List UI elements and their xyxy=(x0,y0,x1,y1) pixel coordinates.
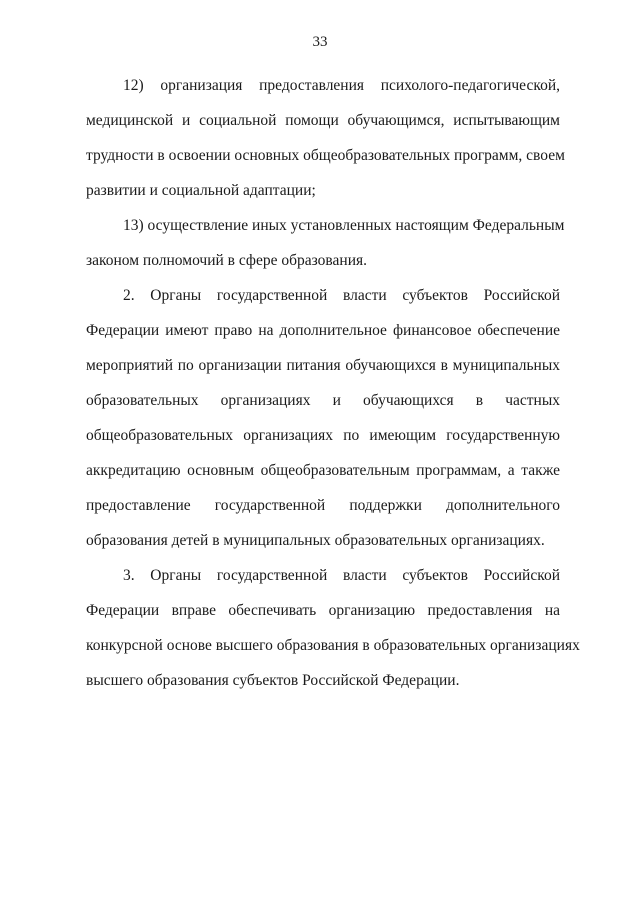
text-line: Федерации вправе обеспечивать организацию предоставления на xyxy=(86,602,560,619)
text-line: развитии и социальной адаптации; xyxy=(86,182,316,199)
paragraph-part-2 xyxy=(86,278,560,558)
text-line: 13) осуществление иных установленных настоящим Федеральным xyxy=(123,217,565,234)
text-line: образовательных организациях и обучающихся в частных xyxy=(86,392,560,409)
text-line: предоставление государственной поддержки дополнительного xyxy=(86,497,560,514)
body-text xyxy=(86,68,580,698)
paragraph-item-13 xyxy=(86,208,565,278)
text-line: образования детей в муниципальных образовательных организациях. xyxy=(86,532,545,549)
text-line: Федерации имеют право на дополнительное финансовое обеспечение xyxy=(86,322,560,339)
text-line: трудности в освоении основных общеобразовательных программ, своем xyxy=(86,147,565,164)
text-line: конкурсной основе высшего образования в образовательных организациях xyxy=(86,637,580,654)
text-line: 2. Органы государственной власти субъектов Российской xyxy=(123,287,560,304)
text-line: мероприятий по организации питания обучающихся в муниципальных xyxy=(86,357,560,374)
text-line: 12) организация предоставления психолого-педагогической, xyxy=(123,77,560,94)
text-line: общеобразовательных организациях по имеющим государственную xyxy=(86,427,560,444)
paragraph-item-12 xyxy=(86,68,565,208)
page-number: 33 xyxy=(312,34,328,50)
text-line: высшего образования субъектов Российской Федерации. xyxy=(86,672,460,689)
text-line: аккредитацию основным общеобразовательным программам, а также xyxy=(86,462,560,479)
text-line: медицинской и социальной помощи обучающимся, испытывающим xyxy=(86,112,560,129)
text-line: законом полномочий в сфере образования. xyxy=(86,252,367,269)
paragraph-part-3 xyxy=(86,558,580,698)
text-line: 3. Органы государственной власти субъектов Российской xyxy=(123,567,560,584)
